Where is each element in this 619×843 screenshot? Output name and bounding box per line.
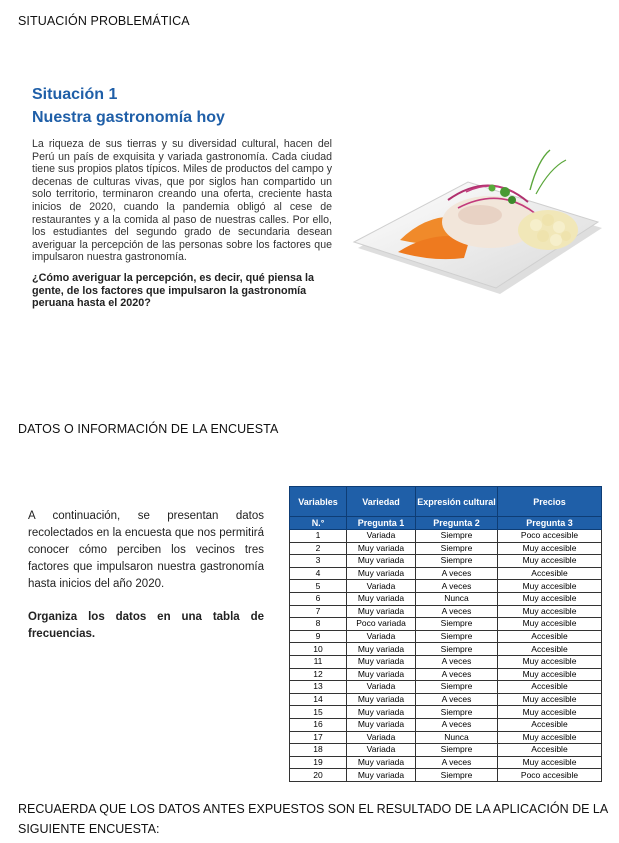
table-cell: 15 <box>290 706 347 719</box>
table-cell: 19 <box>290 756 347 769</box>
table-cell: Variada <box>347 681 416 694</box>
table-row <box>290 756 602 769</box>
table-cell: Variada <box>347 530 416 543</box>
table-row <box>290 744 602 757</box>
survey-table-body <box>290 530 602 782</box>
survey-table <box>289 486 602 782</box>
table-row <box>290 567 602 580</box>
table-cell: Poco accesible <box>498 769 602 782</box>
table-cell: Accesible <box>498 630 602 643</box>
table-cell: Variada <box>347 731 416 744</box>
intro-paragraph: A continuación, se presentan datos recolectados en la encuesta que nos permitirá conocer cómo perciben los vecinos tres factores que impulsaron nuestra gastronomía hasta inicios del año 2020. <box>28 510 264 590</box>
intro-text <box>28 508 264 643</box>
situation-body: La riqueza de sus tierras y su diversidad cultural, hacen del Perú un país de exquisita y variada gastronomía. Cada ciudad tiene sus propios platos típicos. Miles de productos del campo y decenas de culturas vivas, que por siglos han compartido un solo territorio, terminaron creando una oferta, creciente hasta inicios de 2020, cuando la pandemia obligó al cese de restaurantes y a la comida al paso de nuestras calles. Por ello, los estudiantes del segundo grado de secundaria desean averiguar la percepción de las personas sobre los factores que impulsaron nuestra gastronomía. <box>32 138 332 264</box>
table-row <box>290 655 602 668</box>
table-row <box>290 605 602 618</box>
table-cell: Siempre <box>416 769 498 782</box>
table-cell: A veces <box>416 655 498 668</box>
table-cell: Accesible <box>498 567 602 580</box>
table-row <box>290 592 602 605</box>
table-row <box>290 668 602 681</box>
table-cell: Muy variada <box>347 643 416 656</box>
table-cell: Nunca <box>416 592 498 605</box>
table-row <box>290 643 602 656</box>
table-cell: Muy variada <box>347 668 416 681</box>
table-cell: Siempre <box>416 681 498 694</box>
table-row <box>290 693 602 706</box>
instruction-text: Organiza los datos en una tabla de frecuencias. <box>28 611 264 640</box>
table-cell: Muy accesible <box>498 693 602 706</box>
table-cell: 17 <box>290 731 347 744</box>
table-row <box>290 731 602 744</box>
situation-question: ¿Cómo averiguar la percepción, es decir, qué piensa la gente, de los factores que impulsaron la gastronomía peruana hasta el 2020? <box>32 271 315 310</box>
section-heading-situacion: SITUACIÓN PROBLEMÁTICA <box>18 14 190 28</box>
table-cell: A veces <box>416 668 498 681</box>
table-cell: 5 <box>290 580 347 593</box>
footer-note: RECUAERDA QUE LOS DATOS ANTES EXPUESTOS SON EL RESULTADO DE LA APLICACIÓN DE LA SIGUIENTE ENCUESTA: <box>18 802 608 836</box>
subheader-numero: N.° <box>290 517 347 530</box>
table-cell: 10 <box>290 643 347 656</box>
situation-label: Situación 1 <box>32 86 118 103</box>
table-cell: 14 <box>290 693 347 706</box>
table-cell: Nunca <box>416 731 498 744</box>
table-cell: 9 <box>290 630 347 643</box>
header-variables: Variables <box>290 487 347 517</box>
table-cell: Muy variada <box>347 567 416 580</box>
table-cell: Muy accesible <box>498 605 602 618</box>
table-cell: Muy variada <box>347 555 416 568</box>
table-row <box>290 542 602 555</box>
table-cell: Muy variada <box>347 756 416 769</box>
table-cell: Muy variada <box>347 605 416 618</box>
table-cell: Muy accesible <box>498 706 602 719</box>
table-cell: 2 <box>290 542 347 555</box>
table-cell: A veces <box>416 580 498 593</box>
table-cell: Siempre <box>416 542 498 555</box>
table-cell: A veces <box>416 605 498 618</box>
table-row <box>290 580 602 593</box>
table-cell: Muy accesible <box>498 592 602 605</box>
table-row <box>290 630 602 643</box>
ceviche-plate-image <box>340 130 610 300</box>
subheader-pregunta-1: Pregunta 1 <box>347 517 416 530</box>
header-variedad: Variedad <box>347 487 416 517</box>
table-row <box>290 618 602 631</box>
table-cell: Muy variada <box>347 655 416 668</box>
table-cell: Muy variada <box>347 769 416 782</box>
table-cell: Siempre <box>416 555 498 568</box>
table-cell: 20 <box>290 769 347 782</box>
table-cell: Accesible <box>498 718 602 731</box>
table-cell: Muy variada <box>347 542 416 555</box>
table-cell: 13 <box>290 681 347 694</box>
subheader-pregunta-2: Pregunta 2 <box>416 517 498 530</box>
table-cell: 3 <box>290 555 347 568</box>
table-cell: 1 <box>290 530 347 543</box>
table-cell: Variada <box>347 744 416 757</box>
table-cell: Muy variada <box>347 592 416 605</box>
table-row <box>290 718 602 731</box>
table-cell: Siempre <box>416 744 498 757</box>
situation-block <box>32 84 332 310</box>
table-cell: Variada <box>347 630 416 643</box>
table-cell: Siempre <box>416 706 498 719</box>
header-expresion-cultural: Expresión cultural <box>416 487 498 517</box>
table-row <box>290 681 602 694</box>
table-cell: Accesible <box>498 643 602 656</box>
table-cell: 16 <box>290 718 347 731</box>
table-cell: 18 <box>290 744 347 757</box>
table-cell: A veces <box>416 567 498 580</box>
table-cell: A veces <box>416 756 498 769</box>
table-cell: Siempre <box>416 530 498 543</box>
table-cell: Poco accesible <box>498 530 602 543</box>
table-cell: 11 <box>290 655 347 668</box>
table-cell: Variada <box>347 580 416 593</box>
table-cell: Muy accesible <box>498 580 602 593</box>
table-cell: 6 <box>290 592 347 605</box>
table-row <box>290 555 602 568</box>
table-cell: Accesible <box>498 681 602 694</box>
table-cell: Muy variada <box>347 718 416 731</box>
table-cell: Poco variada <box>347 618 416 631</box>
section-heading-datos: DATOS O INFORMACIÓN DE LA ENCUESTA <box>18 422 279 436</box>
table-cell: Muy accesible <box>498 555 602 568</box>
situation-title: Nuestra gastronomía hoy <box>32 109 225 126</box>
header-precios: Precios <box>498 487 602 517</box>
table-cell: Siempre <box>416 643 498 656</box>
table-cell: Accesible <box>498 744 602 757</box>
table-cell: Muy variada <box>347 693 416 706</box>
table-cell: A veces <box>416 718 498 731</box>
table-cell: Muy accesible <box>498 655 602 668</box>
table-row <box>290 530 602 543</box>
table-cell: Siempre <box>416 618 498 631</box>
table-cell: Muy variada <box>347 706 416 719</box>
table-cell: 8 <box>290 618 347 631</box>
table-cell: A veces <box>416 693 498 706</box>
table-row <box>290 769 602 782</box>
subheader-pregunta-3: Pregunta 3 <box>498 517 602 530</box>
table-cell: 4 <box>290 567 347 580</box>
table-cell: Muy accesible <box>498 731 602 744</box>
table-cell: Muy accesible <box>498 542 602 555</box>
table-cell: Muy accesible <box>498 618 602 631</box>
table-cell: 7 <box>290 605 347 618</box>
table-row <box>290 706 602 719</box>
table-cell: Siempre <box>416 630 498 643</box>
table-cell: 12 <box>290 668 347 681</box>
table-cell: Muy accesible <box>498 756 602 769</box>
table-cell: Muy accesible <box>498 668 602 681</box>
